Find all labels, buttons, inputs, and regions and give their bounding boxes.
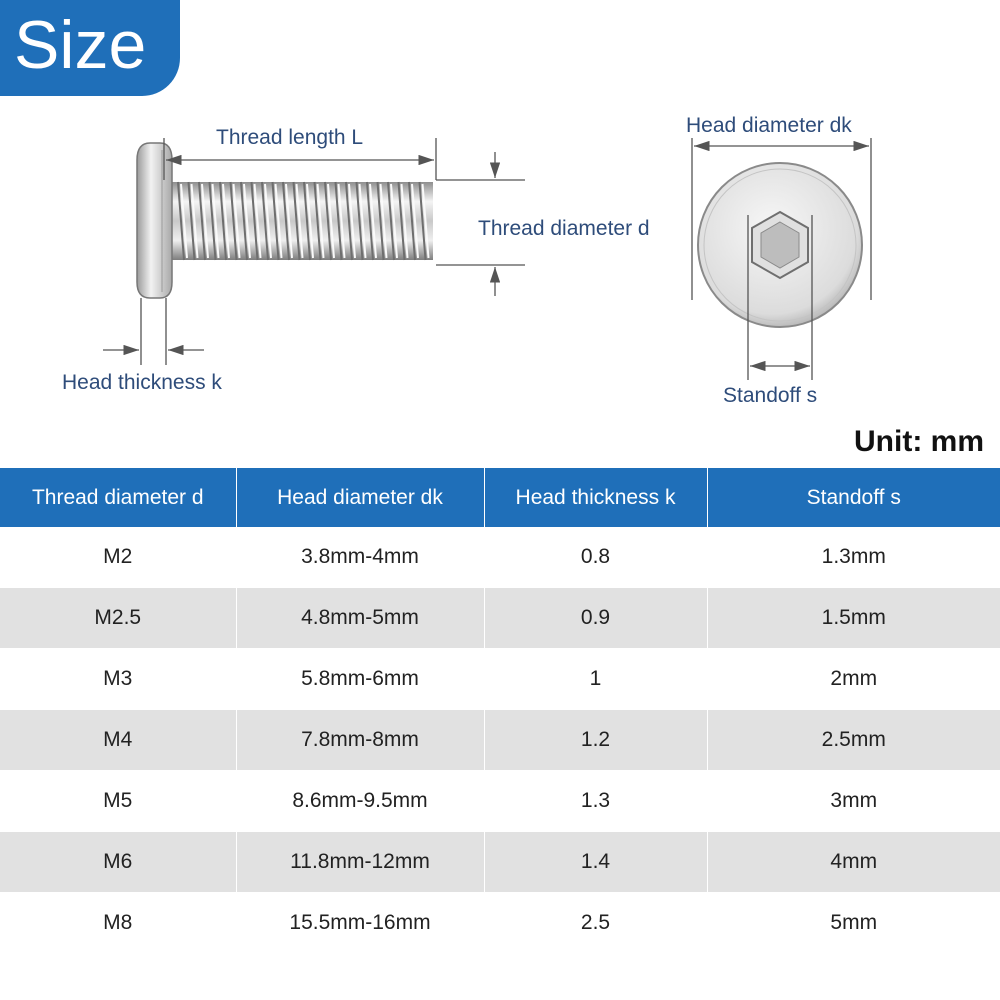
screw-head xyxy=(137,143,172,298)
cell-standoff: 2.5mm xyxy=(707,710,1000,771)
cell-head-thickness: 0.9 xyxy=(484,588,707,649)
cell-standoff: 3mm xyxy=(707,771,1000,832)
table-row xyxy=(0,832,1000,893)
table-row xyxy=(0,771,1000,832)
cell-standoff: 4mm xyxy=(707,832,1000,893)
cell-thread-diameter: M3 xyxy=(0,649,236,710)
cell-thread-diameter: M5 xyxy=(0,771,236,832)
table-row xyxy=(0,649,1000,710)
head-thickness-label: Head thickness k xyxy=(62,371,222,394)
head-diameter-label: Head diameter dk xyxy=(686,114,852,137)
cell-head-thickness: 1 xyxy=(484,649,707,710)
header-thread-diameter: Thread diameter d xyxy=(0,468,236,527)
cell-thread-diameter: M2 xyxy=(0,527,236,588)
cell-standoff: 2mm xyxy=(707,649,1000,710)
unit-label: Unit: mm xyxy=(854,425,984,458)
header-head-diameter: Head diameter dk xyxy=(236,468,484,527)
table-row xyxy=(0,893,1000,954)
cell-head-diameter: 7.8mm-8mm xyxy=(236,710,484,771)
cell-head-thickness: 1.3 xyxy=(484,771,707,832)
thread-diameter-label: Thread diameter d xyxy=(478,217,650,240)
thread-length-label: Thread length L xyxy=(216,126,364,149)
table-row xyxy=(0,588,1000,649)
standoff-label: Standoff s xyxy=(723,384,818,407)
cell-thread-diameter: M6 xyxy=(0,832,236,893)
cell-head-diameter: 8.6mm-9.5mm xyxy=(236,771,484,832)
table-row xyxy=(0,527,1000,588)
cell-head-diameter: 3.8mm-4mm xyxy=(236,527,484,588)
cell-standoff: 1.5mm xyxy=(707,588,1000,649)
header-head-thickness: Head thickness k xyxy=(484,468,707,527)
size-spec-table xyxy=(0,468,1000,953)
cell-head-diameter: 5.8mm-6mm xyxy=(236,649,484,710)
cell-standoff: 1.3mm xyxy=(707,527,1000,588)
cell-thread-diameter: M4 xyxy=(0,710,236,771)
screw-side-view xyxy=(137,143,433,298)
cell-head-diameter: 4.8mm-5mm xyxy=(236,588,484,649)
cell-head-diameter: 11.8mm-12mm xyxy=(236,832,484,893)
table-header-row xyxy=(0,468,1000,527)
cell-standoff: 5mm xyxy=(707,893,1000,954)
size-title: Size xyxy=(14,7,147,83)
header-standoff: Standoff s xyxy=(707,468,1000,527)
table-row xyxy=(0,710,1000,771)
head-thickness-dimension xyxy=(103,298,204,365)
cell-head-diameter: 15.5mm-16mm xyxy=(236,893,484,954)
cell-head-thickness: 0.8 xyxy=(484,527,707,588)
cell-head-thickness: 2.5 xyxy=(484,893,707,954)
cell-head-thickness: 1.2 xyxy=(484,710,707,771)
cell-head-thickness: 1.4 xyxy=(484,832,707,893)
cell-thread-diameter: M8 xyxy=(0,893,236,954)
cell-thread-diameter: M2.5 xyxy=(0,588,236,649)
screw-top-view xyxy=(698,163,862,327)
